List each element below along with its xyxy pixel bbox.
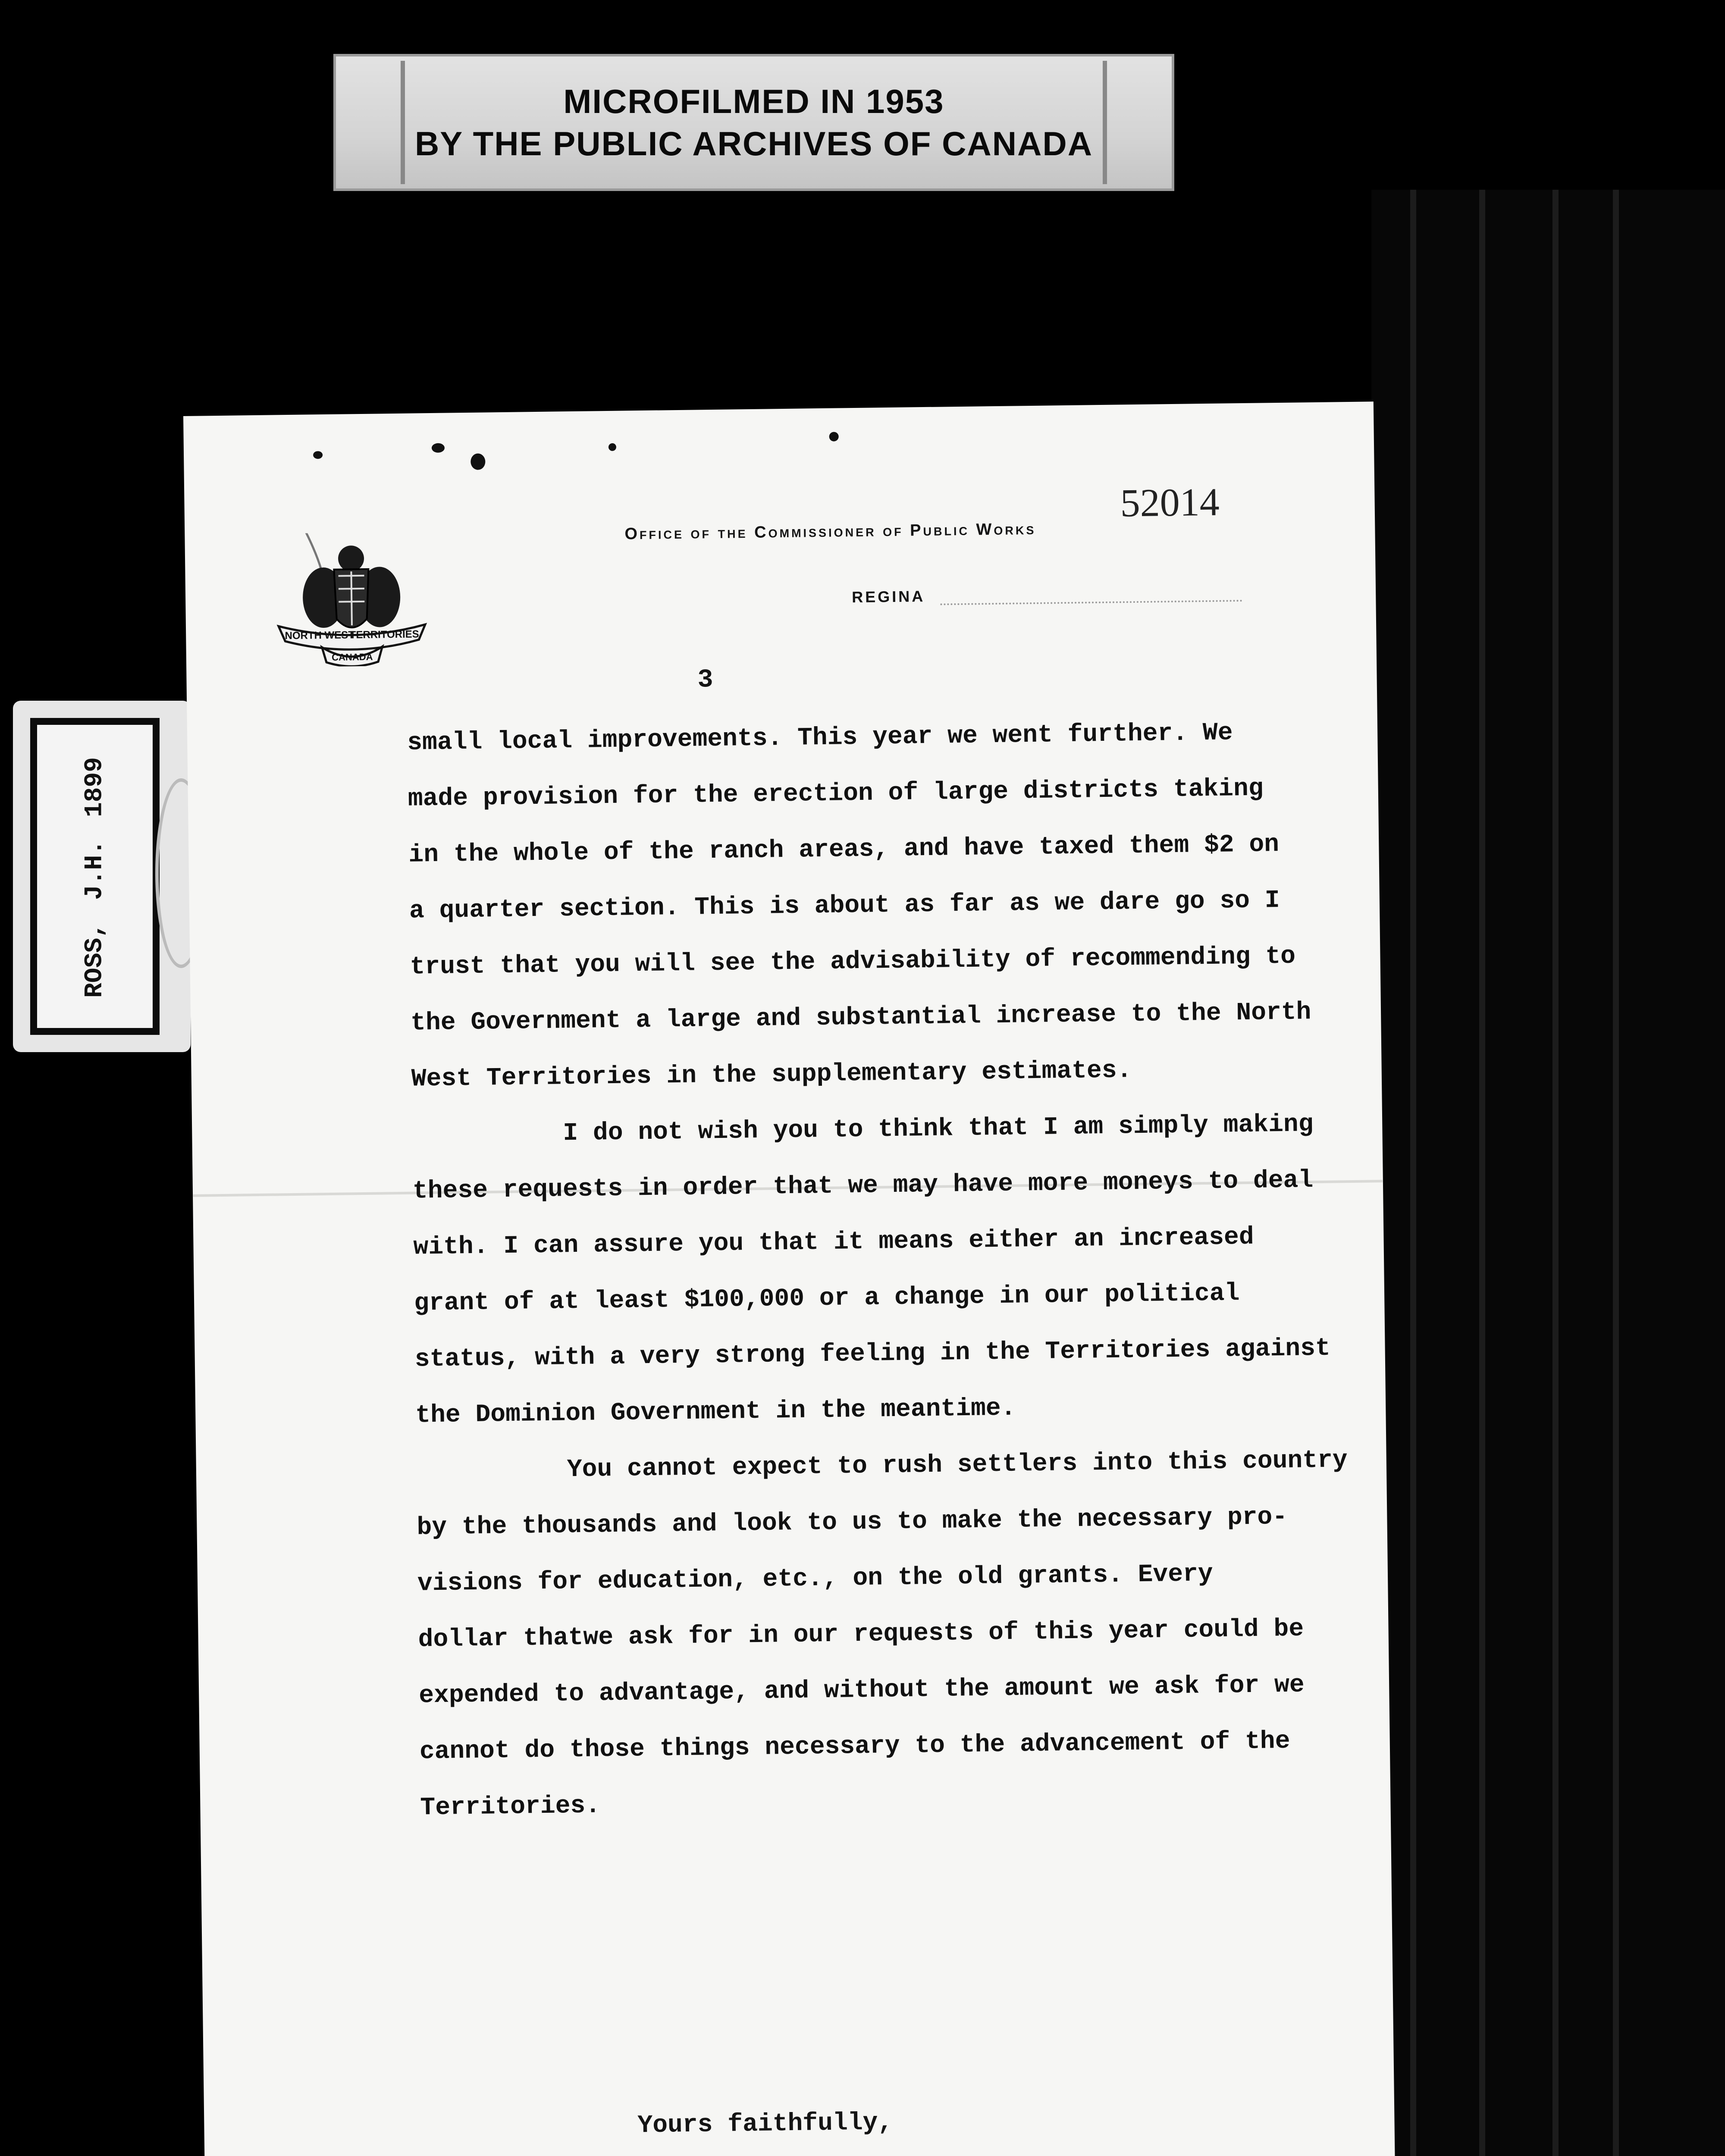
- svg-text:NORTH WEST: NORTH WEST: [285, 629, 355, 642]
- body-line: I do not wish you to think that I am simply making: [562, 1110, 1314, 1148]
- body-line: You cannot expect to rush settlers into this country: [567, 1446, 1348, 1484]
- body-line: status, with a very strong feeling in the Territories against: [414, 1334, 1331, 1374]
- svg-text:CANADA: CANADA: [332, 651, 373, 663]
- file-tab: [13, 701, 191, 1052]
- ink-speck: [313, 451, 323, 459]
- body-line: with. I can assure you that it means either an increased: [413, 1223, 1254, 1262]
- body-line: by the thousands and look to us to make the necessary pro-: [417, 1503, 1288, 1542]
- ink-speck: [608, 443, 616, 451]
- document-number: 52014: [1120, 479, 1220, 525]
- date-line: [940, 600, 1242, 605]
- banner-line-2: BY THE PUBLIC ARCHIVES OF CANADA: [414, 125, 1093, 163]
- body-line: visions for education, etc., on the old grants. Every: [417, 1560, 1214, 1598]
- body-line: grant of at least $100,000 or a change in our political: [414, 1279, 1240, 1318]
- svg-text:TERRITORIES: TERRITORIES: [349, 628, 419, 641]
- body-line: made provision for the erection of large districts taking: [408, 774, 1264, 813]
- body-line: expended to advantage, and without the amount we ask for we: [418, 1671, 1305, 1710]
- ink-speck: [470, 453, 485, 470]
- coat-of-arms-crest: [269, 532, 434, 667]
- ink-speck: [829, 432, 839, 441]
- body-line: small local improvements. This year we went further. We: [407, 719, 1233, 757]
- banner-line-1: MICROFILMED IN 1953: [563, 82, 944, 120]
- letter-body: [407, 704, 1348, 1836]
- closing: Yours faithfully,: [637, 2109, 893, 2140]
- letterhead-city: REGINA: [851, 587, 925, 606]
- body-line: trust that you will see the advisability of recommending to: [410, 942, 1296, 981]
- handwritten-signature: [793, 2144, 1183, 2156]
- file-tab-label: ROSS, J.H. 1899: [81, 757, 109, 998]
- body-line: West Territories in the supplementary estimates.: [411, 1056, 1132, 1094]
- body-line: a quarter section. This is about as far as we dare go so I: [409, 887, 1280, 925]
- body-line: cannot do those things necessary to the advancement of the: [419, 1727, 1290, 1766]
- film-strip-edge: [1371, 190, 1725, 2156]
- body-line: the Government a large and substantial increase to the North: [410, 998, 1311, 1037]
- body-line: dollar thatwe ask for in our requests of this year could be: [418, 1615, 1304, 1654]
- page-number: 3: [697, 665, 713, 695]
- ink-speck: [432, 443, 445, 453]
- body-line: in the whole of the ranch areas, and have taxed them $2 on: [408, 830, 1280, 869]
- body-line: Territories.: [420, 1792, 601, 1822]
- file-tab-arc: [155, 778, 191, 968]
- body-line: these requests in order that we may have more moneys to deal: [412, 1166, 1314, 1206]
- body-line: the Dominion Government in the meantime.: [415, 1394, 1016, 1430]
- letter-page: [183, 401, 1395, 2156]
- letterhead-office: Office of the Commissioner of Public Works: [624, 520, 1036, 543]
- microfilm-banner: [333, 54, 1174, 191]
